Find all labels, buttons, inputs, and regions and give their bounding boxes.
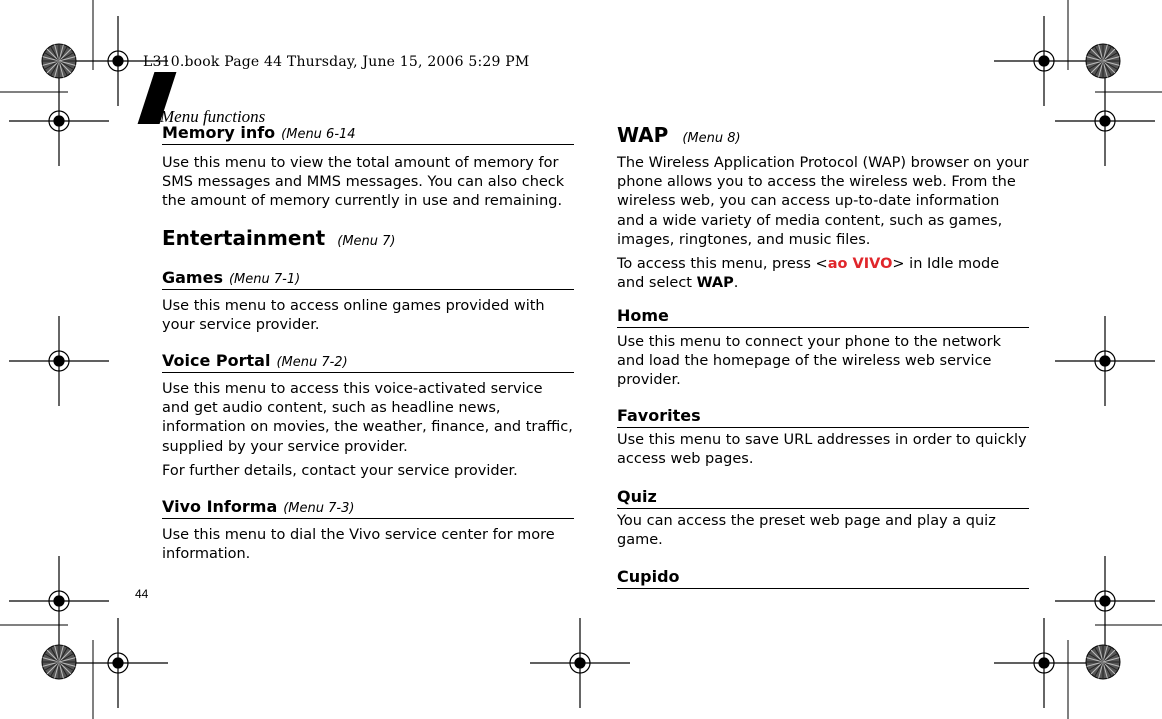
entertainment-title: Entertainment — [162, 226, 326, 250]
entertainment-heading — [162, 226, 396, 250]
registration-mark — [1055, 316, 1155, 406]
page-number: 44 — [135, 587, 149, 601]
vivo-informa-heading — [162, 497, 574, 516]
color-starburst-mark — [1086, 44, 1120, 78]
registration-mark — [9, 556, 109, 646]
games-menu-ref: (Menu 7-1) — [228, 272, 301, 287]
games-body: Use this menu to access online games provided with your service provider. — [162, 298, 545, 334]
registration-mark — [994, 618, 1094, 708]
vivo-informa-body: Use this menu to dial the Vivo service center for more information. — [162, 527, 555, 563]
registration-mark — [994, 16, 1094, 106]
voice-portal-heading — [162, 351, 574, 370]
quiz-heading: Quiz — [617, 487, 657, 506]
games-heading — [162, 268, 574, 287]
vivo-informa-title: Vivo Informa — [162, 497, 278, 516]
wap-menu-ref: (Menu 8) — [682, 131, 741, 146]
wap-access-instructions — [617, 255, 1029, 293]
registration-mark — [1055, 76, 1155, 166]
entertainment-menu-ref: (Menu 7) — [337, 234, 396, 249]
section-label: Menu functions — [160, 107, 266, 126]
access-text-end: . — [733, 275, 739, 292]
registration-mark — [68, 618, 168, 708]
registration-mark — [530, 618, 630, 708]
games-title: Games — [162, 268, 223, 287]
memory-info-title: Memory info — [162, 123, 276, 142]
memory-info-body: Use this menu to view the total amount of memory for SMS messages and MMS messages. You can also check the amount of memory currently in use and remaining. — [162, 155, 565, 210]
registration-mark — [9, 76, 109, 166]
memory-info-menu-ref: (Menu 6-14 — [281, 127, 356, 142]
cupido-heading: Cupido — [617, 567, 680, 586]
memory-info-section — [162, 123, 574, 212]
color-starburst-mark — [42, 44, 76, 78]
voice-portal-title: Voice Portal — [162, 351, 271, 370]
heading-rule — [617, 508, 1029, 509]
wap-title: WAP — [617, 123, 669, 147]
quiz-body: You can access the preset web page and play a quiz game. — [617, 513, 996, 549]
favorites-heading: Favorites — [617, 406, 701, 425]
voice-portal-body: Use this menu to access this voice-activated service and get audio content, such as headline news, information on movies, the weather, finance, and traffic, supplied by your service provider. — [162, 381, 573, 455]
wap-body: The Wireless Application Protocol (WAP) browser on your phone allows you to access the wireless web. From the wireless web, you can access up-to-date information and a wide variety of media content, such as games, images, ringtones, and music files. — [617, 155, 1029, 248]
voice-portal-body-2: For further details, contact your service provider. — [162, 462, 518, 479]
home-body: Use this menu to connect your phone to the network and load the homepage of the wireless web service provider. — [617, 334, 1002, 389]
home-heading: Home — [617, 306, 669, 325]
cupido-section — [617, 567, 1029, 589]
vivo-informa-section — [162, 497, 574, 564]
heading-rule — [162, 144, 574, 145]
voice-portal-menu-ref: (Menu 7-2) — [276, 355, 348, 370]
print-header: L310.book Page 44 Thursday, June 15, 2006 5:29 PM — [143, 54, 530, 70]
access-text-pre: To access this menu, press < — [617, 256, 828, 273]
color-starburst-mark — [1086, 645, 1120, 679]
wap-section — [617, 154, 1029, 293]
heading-rule — [617, 427, 1029, 428]
home-section — [617, 306, 1029, 391]
favorites-section — [617, 406, 1029, 469]
memory-info-heading — [162, 123, 574, 142]
heading-rule — [617, 327, 1029, 328]
access-menu-item: WAP — [696, 275, 734, 292]
wap-heading — [617, 123, 741, 147]
registration-mark — [1055, 556, 1155, 646]
heading-rule — [162, 372, 574, 373]
quiz-section — [617, 487, 1029, 550]
games-section — [162, 268, 574, 335]
registration-mark — [9, 316, 109, 406]
color-starburst-mark — [42, 645, 76, 679]
heading-rule — [162, 518, 574, 519]
soft-key-label: ao VIVO — [827, 256, 893, 273]
heading-rule — [617, 588, 1029, 589]
vivo-informa-menu-ref: (Menu 7-3) — [283, 501, 355, 516]
access-text-mid: > in Idle mode and select — [617, 256, 1000, 292]
voice-portal-section — [162, 351, 574, 481]
favorites-body: Use this menu to save URL addresses in order to quickly access web pages. — [617, 432, 1027, 468]
heading-rule — [162, 289, 574, 290]
